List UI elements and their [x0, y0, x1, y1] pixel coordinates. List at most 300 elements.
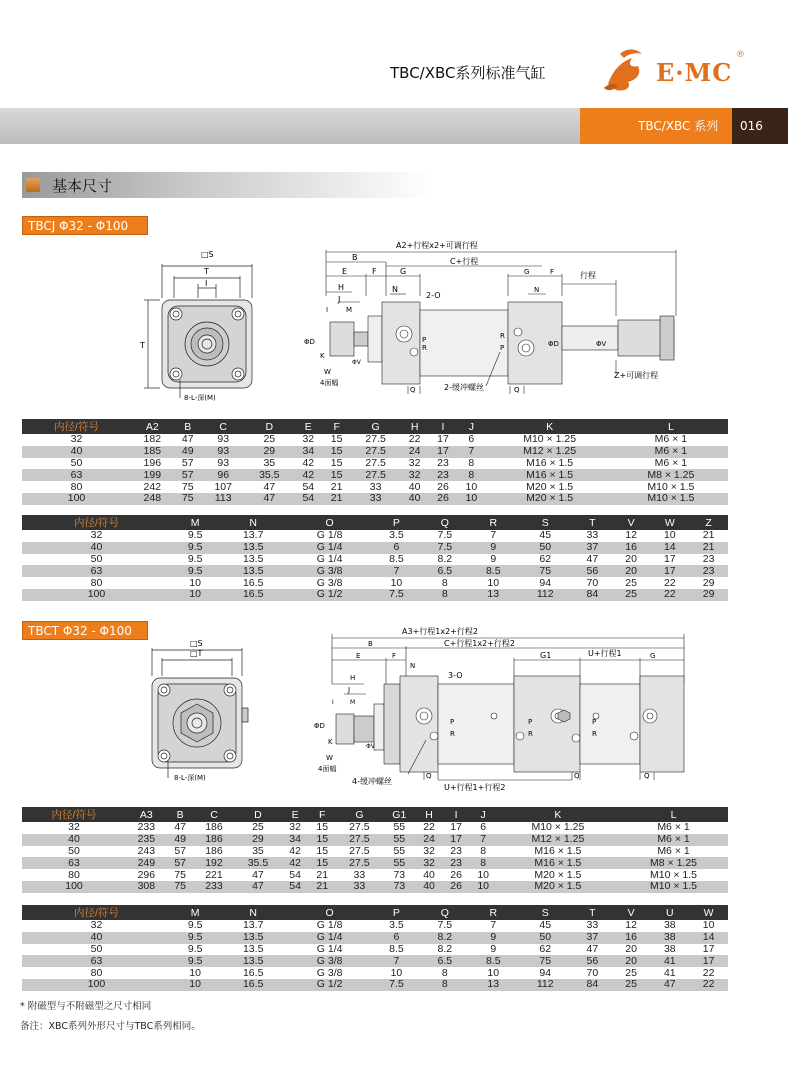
table-cell: 13.5 [219, 554, 287, 566]
table-cell: 20 [612, 565, 651, 577]
table-cell: M20 × 1.5 [486, 481, 614, 493]
dim-b: B [368, 640, 373, 648]
table-cell: 34 [294, 446, 322, 458]
table-cell: 235 [126, 834, 167, 846]
table-cell: 63 [22, 857, 126, 869]
table-cell: 38 [650, 920, 689, 932]
table-cell: 23 [689, 554, 728, 566]
table-cell: G 1/8 [287, 530, 372, 542]
table-cell: 15 [309, 846, 336, 858]
table-cell: 15 [322, 458, 350, 470]
dim-k: K [328, 738, 333, 746]
table-cell: 10 [457, 493, 485, 505]
table-cell: 7.5 [372, 979, 420, 991]
table-cell: G 3/8 [287, 967, 372, 979]
table-cell: 57 [167, 846, 194, 858]
tbct-front-view-diagram [140, 636, 270, 786]
column-header: J [457, 419, 485, 434]
table-row [22, 834, 728, 846]
table-row [22, 857, 728, 869]
table-row [22, 589, 728, 601]
dim-p: P [422, 336, 427, 344]
table-row [22, 881, 728, 893]
hole-spec: 8-L-深(M) [184, 394, 216, 402]
table-cell: 47 [573, 944, 612, 956]
table-cell: 75 [517, 955, 573, 967]
dim-d: ΦD [314, 722, 325, 730]
table-cell: G 1/4 [287, 944, 372, 956]
dim-r: R [422, 344, 427, 352]
column-header: 内径/符号 [22, 515, 171, 530]
table-cell: 221 [194, 869, 235, 881]
column-header: R [469, 905, 517, 920]
table-cell: 40 [416, 869, 443, 881]
table-cell: 113 [202, 493, 245, 505]
table-cell: 249 [126, 857, 167, 869]
dim-stroke: 行程 [580, 271, 596, 280]
table-cell: 27.5 [351, 446, 401, 458]
column-header: T [573, 905, 612, 920]
column-header: A2 [131, 419, 174, 434]
table-cell: 42 [282, 857, 309, 869]
table-cell: 8.5 [469, 565, 517, 577]
table-cell: 32 [282, 822, 309, 834]
dim-e: E [342, 267, 348, 276]
column-header: V [612, 905, 651, 920]
table-row [22, 554, 728, 566]
column-header: 内径/符号 [22, 905, 171, 920]
dim-faces: 4面幅 [318, 765, 337, 773]
table-cell: 40 [22, 446, 131, 458]
table-cell: 10 [171, 967, 219, 979]
table-cell: 3.5 [372, 530, 420, 542]
table-row [22, 469, 728, 481]
table-row [22, 481, 728, 493]
table-cell: 7.5 [372, 589, 420, 601]
table-cell: 27.5 [351, 458, 401, 470]
table-cell: 41 [650, 955, 689, 967]
table-cell: 35 [234, 846, 281, 858]
table-cell: 100 [22, 493, 131, 505]
column-header: C [194, 807, 235, 822]
table-cell: 42 [294, 458, 322, 470]
column-header: V [612, 515, 651, 530]
dim-c: C+行程1x2+行程2 [444, 639, 515, 648]
dim-i-side: I [326, 306, 329, 314]
table-cell: 47 [167, 822, 194, 834]
table-cell: 33 [336, 869, 383, 881]
table-cell: 10 [469, 967, 517, 979]
dim-v: ΦV [366, 743, 375, 750]
table-cell: 35 [245, 458, 295, 470]
dim-h: H [350, 674, 356, 682]
dim-d-right: ΦD [548, 340, 559, 348]
table-cell: 13.5 [219, 955, 287, 967]
dim-p-right: P [592, 718, 597, 726]
column-header: B [174, 419, 202, 434]
table-cell: 96 [202, 469, 245, 481]
dim-n: N [410, 662, 416, 670]
table-cell: G 3/8 [287, 955, 372, 967]
table-cell: 25 [612, 967, 651, 979]
column-header: G [336, 807, 383, 822]
table-row [22, 822, 728, 834]
table-cell: 45 [517, 920, 573, 932]
tbcj-dimension-table-1 [22, 419, 728, 505]
table-cell: 26 [429, 481, 457, 493]
table-cell: 22 [650, 577, 689, 589]
dim-p-mid: P [528, 718, 533, 726]
table-cell: 17 [429, 446, 457, 458]
column-header: F [309, 807, 336, 822]
column-header: W [650, 515, 689, 530]
table-cell: 75 [167, 869, 194, 881]
section-title: 基本尺寸 [52, 177, 113, 195]
table-cell: 25 [245, 434, 295, 446]
table-row [22, 869, 728, 881]
table-cell: 40 [416, 881, 443, 893]
table-cell: 17 [443, 822, 470, 834]
table-row [22, 967, 728, 979]
table-cell: 45 [517, 530, 573, 542]
table-cell: 21 [322, 481, 350, 493]
table-cell: 9 [469, 542, 517, 554]
table-cell: 32 [22, 530, 171, 542]
table-cell: 7 [457, 446, 485, 458]
table-cell: 29 [689, 589, 728, 601]
column-header: M [171, 905, 219, 920]
table-cell: 22 [400, 434, 428, 446]
dim-q-right: Q [644, 772, 650, 780]
table-cell: 54 [282, 881, 309, 893]
table-cell: 16.5 [219, 589, 287, 601]
column-header: K [497, 807, 619, 822]
table-cell: 35.5 [245, 469, 295, 481]
table-cell: 27.5 [351, 434, 401, 446]
table-cell: M6 × 1 [619, 846, 728, 858]
dim-m: M [346, 306, 353, 314]
column-header: Q [421, 905, 469, 920]
column-header: C [202, 419, 245, 434]
table-cell: 50 [22, 944, 171, 956]
table-cell: 73 [383, 869, 415, 881]
table-cell: 3.5 [372, 920, 420, 932]
table-cell: 22 [650, 589, 689, 601]
note-magnetic: * 附磁型与不附磁型之尺寸相同 [20, 1001, 152, 1012]
table-cell: 16.5 [219, 967, 287, 979]
column-header: E [294, 419, 322, 434]
table-cell: M12 × 1.25 [497, 834, 619, 846]
table-row [22, 434, 728, 446]
table-cell: G 1/4 [287, 554, 372, 566]
table-cell: 17 [689, 944, 728, 956]
table-cell: 17 [689, 955, 728, 967]
table-cell: 57 [174, 458, 202, 470]
table-cell: 62 [517, 944, 573, 956]
table-cell: 33 [336, 881, 383, 893]
tbct-dimension-table-1 [22, 807, 728, 893]
dim-i: I [205, 279, 208, 288]
dim-r-right: R [592, 730, 597, 738]
dim-d: ΦD [304, 338, 315, 346]
dim-v: ΦV [352, 359, 361, 366]
table-cell: 10 [470, 869, 497, 881]
table-cell: 16 [612, 542, 651, 554]
table-cell: 9.5 [171, 955, 219, 967]
table-cell: 25 [612, 979, 651, 991]
dim-a2: A2+行程x2+可调行程 [396, 241, 478, 250]
dim-f: F [392, 652, 397, 660]
column-header: G [351, 419, 401, 434]
bullet-icon [26, 178, 40, 192]
table-cell: 50 [517, 932, 573, 944]
table-cell: 6.5 [421, 955, 469, 967]
table-cell: 27.5 [336, 857, 383, 869]
table-cell: 17 [443, 834, 470, 846]
column-header: J [470, 807, 497, 822]
dim-n: N [392, 285, 398, 294]
table-cell: 15 [309, 857, 336, 869]
table-cell: M6 × 1 [614, 434, 728, 446]
table-cell: 100 [22, 979, 171, 991]
dim-m: M [350, 699, 356, 706]
table-cell: 93 [202, 434, 245, 446]
table-cell: 33 [573, 530, 612, 542]
table-cell: 27.5 [351, 469, 401, 481]
dim-u2: U+行程1+行程2 [444, 783, 506, 792]
dim-j: J [338, 295, 341, 304]
table-cell: 10 [171, 589, 219, 601]
dim-t-side: T [140, 341, 145, 350]
column-header: G1 [383, 807, 415, 822]
table-cell: M12 × 1.25 [486, 446, 614, 458]
table-cell: 7 [470, 834, 497, 846]
table-cell: 10 [457, 481, 485, 493]
table-row [22, 944, 728, 956]
column-header: B [167, 807, 194, 822]
table-cell: G 1/2 [287, 979, 372, 991]
table-cell: 9.5 [171, 932, 219, 944]
table-cell: 62 [517, 554, 573, 566]
table-cell: 49 [174, 446, 202, 458]
table-cell: 75 [167, 881, 194, 893]
table-cell: 32 [22, 434, 131, 446]
table-cell: 47 [573, 554, 612, 566]
dim-p: P [450, 718, 455, 726]
table-cell: 112 [517, 589, 573, 601]
column-header: H [400, 419, 428, 434]
table-cell: 21 [309, 881, 336, 893]
table-cell: 40 [400, 481, 428, 493]
table-cell: 47 [234, 869, 281, 881]
column-header: P [372, 905, 420, 920]
table-cell: 9.5 [171, 530, 219, 542]
table-cell: 13 [469, 589, 517, 601]
column-header: Z [689, 515, 728, 530]
table-cell: 107 [202, 481, 245, 493]
table-cell: 16.5 [219, 979, 287, 991]
table-cell: 75 [174, 481, 202, 493]
table-cell: M6 × 1 [614, 458, 728, 470]
table-cell: 196 [131, 458, 174, 470]
table-cell: 32 [22, 920, 171, 932]
table-cell: 34 [282, 834, 309, 846]
table-cell: 73 [383, 881, 415, 893]
table-cell: 93 [202, 446, 245, 458]
table-cell: 25 [234, 822, 281, 834]
column-header: 内径/符号 [22, 807, 126, 822]
table-cell: 84 [573, 589, 612, 601]
table-cell: 32 [294, 434, 322, 446]
table-cell: 57 [167, 857, 194, 869]
column-header: M [171, 515, 219, 530]
table-cell: 8.2 [421, 932, 469, 944]
table-cell: 182 [131, 434, 174, 446]
column-header: S [517, 905, 573, 920]
table-cell: 8 [457, 458, 485, 470]
dim-faces: 4面幅 [320, 379, 339, 387]
registered-mark: ® [736, 50, 745, 60]
table-cell: 8 [421, 589, 469, 601]
table-cell: 50 [22, 458, 131, 470]
table-cell: 21 [322, 493, 350, 505]
column-header: I [443, 807, 470, 822]
table-cell: 7.5 [421, 530, 469, 542]
table-cell: M10 × 1.5 [619, 869, 728, 881]
table-row [22, 920, 728, 932]
dim-g: G [400, 267, 407, 276]
table-cell: 42 [282, 846, 309, 858]
table-cell: 10 [650, 530, 689, 542]
table-cell: M10 × 1.5 [619, 881, 728, 893]
table-cell: 9.5 [171, 944, 219, 956]
table-cell: 10 [689, 920, 728, 932]
table-cell: 242 [131, 481, 174, 493]
column-header: E [282, 807, 309, 822]
table-cell: M20 × 1.5 [497, 881, 619, 893]
cushion-screw: 2-缓冲螺丝 [444, 383, 484, 392]
table-cell: 63 [22, 565, 171, 577]
table-row [22, 846, 728, 858]
table-cell: 13.5 [219, 565, 287, 577]
table-cell: 23 [443, 857, 470, 869]
table-cell: 40 [400, 493, 428, 505]
table-cell: 296 [126, 869, 167, 881]
tbcj-front-view-diagram [140, 244, 270, 404]
table-cell: M16 × 1.5 [497, 857, 619, 869]
column-header: 内径/符号 [22, 419, 131, 434]
table-cell: 26 [443, 869, 470, 881]
table-row [22, 446, 728, 458]
dim-q: Q [426, 772, 432, 780]
table-cell: M10 × 1.5 [614, 493, 728, 505]
table-cell: 47 [245, 481, 295, 493]
table-cell: 47 [174, 434, 202, 446]
table-row [22, 979, 728, 991]
table-cell: M10 × 1.5 [614, 481, 728, 493]
table-row [22, 530, 728, 542]
dim-q-right: Q [514, 386, 520, 394]
table-cell: 29 [689, 577, 728, 589]
table-cell: 10 [171, 979, 219, 991]
table-cell: 10 [470, 881, 497, 893]
column-header: U [650, 905, 689, 920]
table-cell: 9.5 [171, 565, 219, 577]
table-cell: 15 [322, 446, 350, 458]
table-cell: 94 [517, 577, 573, 589]
table-cell: 23 [429, 458, 457, 470]
table-cell: 9 [469, 932, 517, 944]
column-header: O [287, 515, 372, 530]
table-cell: 37 [573, 932, 612, 944]
column-header: L [619, 807, 728, 822]
column-header: L [614, 419, 728, 434]
table-cell: 243 [126, 846, 167, 858]
document-title: TBC/XBC系列标准气缸 [390, 64, 546, 82]
dim-o: 3-O [448, 671, 463, 680]
table-cell: 17 [650, 554, 689, 566]
table-cell: 54 [294, 493, 322, 505]
section-heading [22, 172, 432, 198]
dim-w: W [326, 754, 333, 762]
dim-p-right: P [500, 344, 505, 352]
table-cell: 7 [469, 530, 517, 542]
dim-g: G [650, 652, 656, 660]
dim-r-right: R [500, 332, 505, 340]
table-row [22, 542, 728, 554]
table-cell: 70 [573, 577, 612, 589]
tbct-side-view-diagram [310, 624, 700, 794]
table-cell: 21 [689, 542, 728, 554]
dim-f: F [372, 267, 377, 276]
table-cell: 35.5 [234, 857, 281, 869]
table-cell: 9.5 [171, 554, 219, 566]
table-cell: 40 [22, 834, 126, 846]
table-cell: 9 [469, 554, 517, 566]
table-cell: G 3/8 [287, 577, 372, 589]
table-cell: 10 [469, 577, 517, 589]
table-cell: 38 [650, 932, 689, 944]
table-cell: 15 [309, 834, 336, 846]
table-cell: 100 [22, 589, 171, 601]
table-cell: 10 [171, 577, 219, 589]
dim-o: 2-O [426, 291, 441, 300]
table-cell: 14 [650, 542, 689, 554]
table-cell: M10 × 1.25 [497, 822, 619, 834]
dim-s: □S [190, 639, 203, 648]
header-band [0, 108, 580, 144]
table-cell: 37 [573, 542, 612, 554]
table-cell: M6 × 1 [619, 822, 728, 834]
tbcj-label: TBCJ Φ32 - Φ100 [22, 216, 148, 235]
table-cell: 7 [372, 565, 420, 577]
table-cell: 27.5 [336, 846, 383, 858]
table-cell: 56 [573, 955, 612, 967]
table-cell: 17 [429, 434, 457, 446]
dim-t: □T [190, 649, 203, 658]
table-cell: 47 [245, 493, 295, 505]
table-cell: 32 [416, 857, 443, 869]
table-cell: 8.5 [372, 554, 420, 566]
table-cell: 27.5 [336, 822, 383, 834]
table-cell: 15 [322, 434, 350, 446]
column-header: F [322, 419, 350, 434]
table-cell: M8 × 1.25 [614, 469, 728, 481]
table-cell: 41 [650, 967, 689, 979]
table-cell: 32 [400, 458, 428, 470]
table-cell: 94 [517, 967, 573, 979]
table-cell: 186 [194, 846, 235, 858]
